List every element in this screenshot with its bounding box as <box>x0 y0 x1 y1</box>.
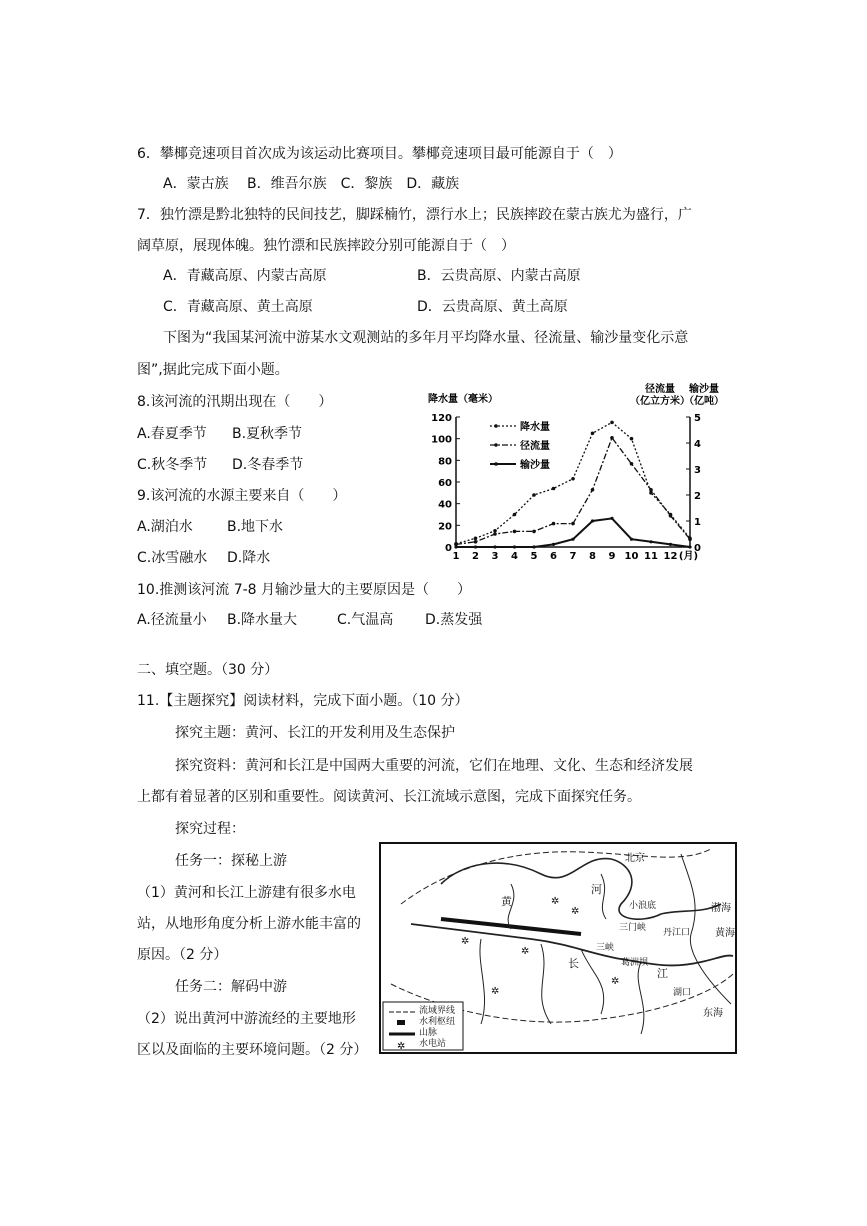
y-right1-label-line2: （亿立方米） <box>630 396 690 407</box>
series-line-1 <box>456 438 690 545</box>
q10-option-c: C.气温高 <box>337 612 394 628</box>
x-tick-label: 4 <box>511 551 518 562</box>
x-tick-label: 10 <box>624 551 639 562</box>
series-2-point <box>591 519 594 522</box>
intro-line1: 下图为“我国某河流中游某水文观测站的多年月平均降水量、径流量、输沙量变化示意 <box>163 330 689 346</box>
q6-stem: 6．攀椰竞速项目首次成为该运动比赛项目。攀椰竞速项目最可能源自于（ ） <box>137 146 622 162</box>
series-2-point <box>688 545 691 548</box>
map-label-danjiangkou: 丹江口 <box>663 928 691 938</box>
series-0-point <box>493 529 497 533</box>
y-right2-label-line1: 输沙量 <box>689 384 719 395</box>
q6-options: A．蒙古族 B．维吾尔族 C．黎族 D．藏族 <box>163 176 460 192</box>
y-right-tick-label: 5 <box>694 413 701 424</box>
series-1-point <box>474 540 478 544</box>
y-left-tick-label: 80 <box>438 456 452 468</box>
q7-option-d: D．云贵高原、黄土高原 <box>417 299 568 315</box>
y-right1-label-line1: 径流量 <box>645 384 675 395</box>
hydrology-chart <box>428 380 724 570</box>
q8-option-d: D.冬春季节 <box>232 457 304 473</box>
svg-text:✲: ✲ <box>491 986 500 997</box>
x-axis-label: (月) <box>678 551 699 562</box>
yellow-yangtze-basin-map <box>379 842 737 1054</box>
series-0-point <box>610 421 614 425</box>
series-1-point <box>591 488 595 492</box>
q11-sub2-line2: 区以及面临的主要环境问题。（2 分） <box>137 1042 368 1058</box>
q11-theme: 探究主题：黄河、长江的开发利用及生态保护 <box>175 725 455 741</box>
map-label-huang: 黄 <box>501 895 512 908</box>
q11-sub1-line3: 原因。（2 分） <box>137 947 228 963</box>
y-left-tick-label: 40 <box>438 499 452 511</box>
series-2-point <box>474 545 477 548</box>
q9-stem: 9.该河流的水源主要来自（ ） <box>137 488 347 504</box>
map-label-he: 河 <box>591 883 602 896</box>
q8-option-b: B.夏秋季节 <box>232 426 303 442</box>
q11-task1: 任务一：探秘上游 <box>175 853 287 869</box>
map-label-hukou: 湖口 <box>673 988 692 998</box>
x-tick-label: 8 <box>589 551 596 562</box>
series-line-0 <box>456 422 690 543</box>
series-1-point <box>649 488 653 492</box>
y-left-axis-label: 降水量（毫米） <box>428 394 498 405</box>
q11-material-line2: 上都有着显著的区别和重要性。阅读黄河、长江流域示意图，完成下面探究任务。 <box>137 789 641 805</box>
series-0-point <box>630 437 634 441</box>
series-2-point <box>649 540 652 543</box>
map-label-beijing: 北京 <box>625 853 645 864</box>
q8-option-a: A.春夏季节 <box>137 426 207 442</box>
y-right-tick-label: 3 <box>694 465 701 476</box>
map-label-xiaolangdi: 小浪底 <box>629 901 657 911</box>
map-label-yellow-sea: 黄海 <box>715 928 735 939</box>
y-left-tick-label: 20 <box>438 521 452 533</box>
legend-label-1: 径流量 <box>520 441 550 452</box>
svg-text:✲: ✲ <box>571 906 580 917</box>
y-right-tick-label: 1 <box>694 517 701 528</box>
section2-title: 二、填空题。（30 分） <box>137 662 279 678</box>
series-0-point <box>513 513 517 517</box>
series-1-point <box>532 530 536 534</box>
q8-stem: 8.该河流的汛期出现在（ ） <box>137 394 333 410</box>
q9-option-b: B.地下水 <box>227 519 284 535</box>
series-2-point <box>513 545 516 548</box>
series-0-point <box>591 431 595 435</box>
series-2-point <box>493 545 496 548</box>
legend-mountain: 山脉 <box>419 1028 438 1038</box>
series-2-point <box>532 545 535 548</box>
q9-option-a: A.湖泊水 <box>137 519 193 535</box>
q7-option-b: B．云贵高原、内蒙古高原 <box>417 268 581 284</box>
map-legend-symbols <box>387 1006 417 1052</box>
legend-marker-2 <box>494 462 498 466</box>
series-2-point <box>454 545 457 548</box>
series-1-point <box>630 462 634 466</box>
map-label-east-sea: 东海 <box>703 1008 723 1019</box>
svg-text:✲: ✲ <box>461 936 470 947</box>
q11-task2: 任务二：解码中游 <box>175 979 287 995</box>
series-1-point <box>669 514 673 518</box>
map-label-gezhouba: 葛洲坝 <box>621 958 649 968</box>
series-1-point <box>513 530 517 534</box>
q7-stem-line1: 7．独竹漂是黔北独特的民间技艺，脚踩楠竹，漂行水上；民族摔跤在蒙古族尤为盛行，广 <box>137 207 692 223</box>
map-label-bohai: 渤海 <box>711 903 731 914</box>
series-2-point <box>610 517 613 520</box>
legend-label-0: 降水量 <box>520 422 550 433</box>
map-label-jiang: 江 <box>657 967 668 980</box>
legend-hub: 水利枢纽 <box>419 1017 456 1027</box>
x-tick-label: 12 <box>663 551 678 562</box>
x-tick-label: 5 <box>530 551 538 562</box>
q10-stem: 10.推测该河流 7-8 月输沙量大的主要原因是（ ） <box>137 582 472 598</box>
q10-option-b: B.降水量大 <box>227 612 298 628</box>
series-2-point <box>571 538 574 541</box>
q11-sub1-line1: （1）黄河和长江上游建有很多水电 <box>137 885 356 901</box>
y-left-tick-label: 60 <box>438 478 452 489</box>
series-0-point <box>474 537 478 541</box>
q11-material-line1: 探究资料：黄河和长江是中国两大重要的河流，它们在地理、文化、生态和经济发展 <box>175 758 693 774</box>
y-right-tick-label: 4 <box>694 439 701 450</box>
series-1-point <box>688 537 692 541</box>
series-0-point <box>552 487 556 491</box>
q10-option-a: A.径流量小 <box>137 612 207 628</box>
x-tick-label: 6 <box>550 551 557 562</box>
legend-marker-0 <box>494 424 498 428</box>
map-label-sanxia: 三峡 <box>596 943 615 953</box>
series-0-point <box>532 493 536 497</box>
q11-sub1-line2: 站，从地形角度分析上游水能丰富的 <box>137 916 361 932</box>
series-1-point <box>610 436 614 440</box>
intro-line2: 图”,据此完成下面小题。 <box>137 362 289 378</box>
x-tick-label: 2 <box>472 551 479 562</box>
q9-option-d: D.降水 <box>227 550 271 566</box>
x-tick-label: 9 <box>608 551 616 562</box>
mountain-line <box>441 919 581 934</box>
x-tick-label: 1 <box>452 551 460 562</box>
q11-stem: 11.【主题探究】阅读材料，完成下面小题。（10 分） <box>137 693 469 709</box>
q11-sub2-line1: （2）说出黄河中游流经的主要地形 <box>137 1011 356 1027</box>
svg-text:✲: ✲ <box>611 976 620 987</box>
q8-option-c: C.秋冬季节 <box>137 457 208 473</box>
series-2-point <box>630 538 633 541</box>
y-right-tick-label: 2 <box>694 491 701 502</box>
svg-text:✲: ✲ <box>397 1041 406 1052</box>
q10-option-d: D.蒸发强 <box>425 612 483 628</box>
map-label-sanmenxia: 三门峡 <box>619 923 647 933</box>
yellow-river-line <box>441 859 721 920</box>
x-tick-label: 11 <box>644 551 658 562</box>
x-tick-label: 3 <box>491 551 499 562</box>
q9-option-c: C.冰雪融水 <box>137 550 208 566</box>
series-1-point <box>552 522 556 526</box>
svg-text:✲: ✲ <box>551 896 560 907</box>
q7-option-a: A．青藏高原、内蒙古高原 <box>163 268 327 284</box>
q7-option-c: C．青藏高原、黄土高原 <box>163 299 313 315</box>
y-left-tick-label: 100 <box>431 434 452 446</box>
q11-process: 探究过程： <box>175 821 245 837</box>
series-0-point <box>571 477 575 481</box>
series-1-point <box>571 522 575 526</box>
q7-stem-line2: 阔草原，展现体魄。独竹漂和民族摔跤分别可能源自于（ ） <box>137 238 515 254</box>
legend-label-2: 输沙量 <box>520 460 550 471</box>
series-2-point <box>669 543 672 546</box>
y-right2-label-line2: （亿吨） <box>684 396 724 407</box>
series-1-point <box>493 532 497 536</box>
legend-marker-1 <box>494 443 498 447</box>
y-right-tick-label: 0 <box>694 543 701 554</box>
series-2-point <box>552 543 555 546</box>
map-label-chang: 长 <box>568 957 579 970</box>
y-left-tick-label: 120 <box>431 413 452 424</box>
legend-boundary: 流域界线 <box>419 1006 456 1016</box>
svg-text:✲: ✲ <box>521 946 530 957</box>
legend-hydro-station: 水电站 <box>419 1039 447 1049</box>
y-left-tick-label: 0 <box>445 543 452 554</box>
x-tick-label: 7 <box>569 551 577 562</box>
